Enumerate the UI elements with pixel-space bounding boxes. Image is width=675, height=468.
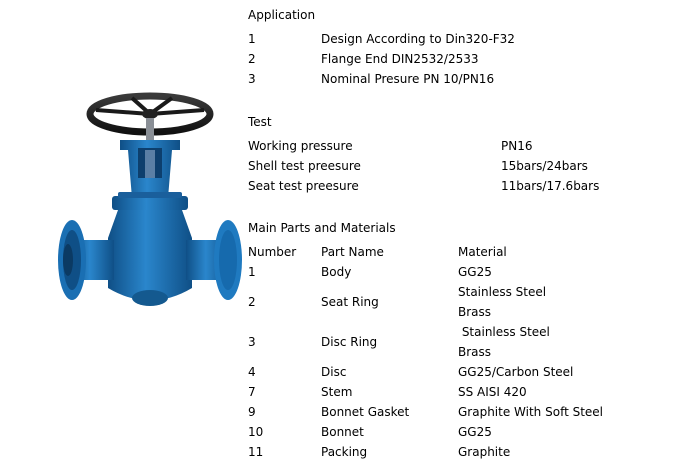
parts-number: 11: [248, 445, 264, 459]
parts-material: Brass: [458, 345, 492, 359]
parts-name: Bonnet Gasket: [321, 405, 410, 419]
parts-heading: Main Parts and Materials: [248, 221, 396, 235]
globe-valve-image: [50, 88, 250, 328]
parts-material: GG25: [458, 425, 492, 439]
parts-name: Disc Ring: [321, 335, 378, 349]
application-item-text: Design According to Din320-F32: [321, 32, 515, 46]
parts-material: Brass: [458, 305, 492, 319]
parts-name: Stem: [321, 385, 353, 399]
parts-material: Graphite: [458, 445, 511, 459]
parts-number: 7: [248, 385, 256, 399]
parts-material: Stainless Steel: [458, 285, 547, 299]
parts-number: 3: [248, 335, 256, 349]
parts-number: 2: [248, 295, 256, 309]
parts-material: SS AISI 420: [458, 385, 527, 399]
parts-material: Stainless Steel: [458, 325, 550, 339]
test-value: 11bars/17.6bars: [501, 179, 600, 193]
parts-material: GG25/Carbon Steel: [458, 365, 574, 379]
parts-name: Packing: [321, 445, 368, 459]
application-item-number: 2: [248, 52, 256, 66]
parts-name: Disc: [321, 365, 347, 379]
test-value: PN16: [501, 139, 533, 153]
application-item-text: Flange End DIN2532/2533: [321, 52, 479, 66]
application-heading: Application: [248, 8, 316, 22]
test-label: Shell test preesure: [248, 159, 361, 173]
parts-header-number: Number: [248, 245, 297, 259]
parts-name: Body: [321, 265, 352, 279]
parts-material: Graphite With Soft Steel: [458, 405, 604, 419]
test-heading: Test: [248, 115, 272, 129]
parts-number: 9: [248, 405, 256, 419]
parts-header-part: Part Name: [321, 245, 384, 259]
application-item-number: 1: [248, 32, 256, 46]
test-label: Seat test preesure: [248, 179, 359, 193]
parts-number: 4: [248, 365, 256, 379]
parts-number: 10: [248, 425, 264, 439]
parts-number: 1: [248, 265, 256, 279]
parts-header-material: Material: [458, 245, 507, 259]
test-value: 15bars/24bars: [501, 159, 588, 173]
application-item-text: Nominal Presure PN 10/PN16: [321, 72, 495, 86]
parts-name: Bonnet: [321, 425, 364, 439]
test-label: Working pressure: [248, 139, 353, 153]
application-item-number: 3: [248, 72, 256, 86]
parts-material: GG25: [458, 265, 492, 279]
parts-name: Seat Ring: [321, 295, 379, 309]
